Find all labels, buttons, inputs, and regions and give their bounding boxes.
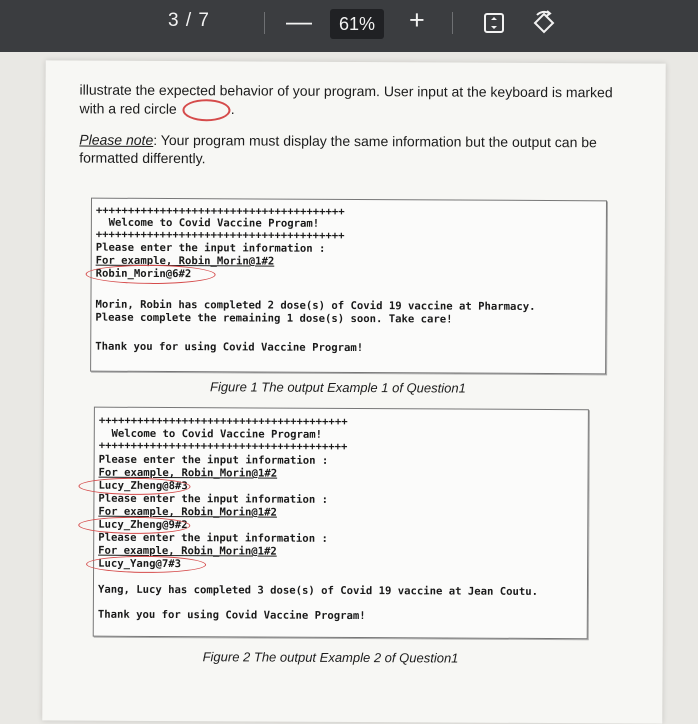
zoom-out-button[interactable]: —: [286, 6, 312, 36]
example-line: For example, Robin_Morin@1#2: [98, 466, 278, 480]
prompt-line: Please enter the input information :: [95, 241, 326, 255]
welcome-line: Welcome to Covid Vaccine Program!: [95, 216, 320, 230]
zoom-level-field[interactable]: 61%: [330, 9, 384, 39]
stars-line: +++++++++++++++++++++++++++++++++++++++: [95, 204, 345, 218]
note-text: : Your program must display the same information but the output can be formatted differently.: [79, 131, 597, 167]
zoom-in-button[interactable]: +: [409, 5, 425, 35]
thanks-line: Thank you for using Covid Vaccine Program!: [97, 608, 366, 623]
intro-paragraph: illustrate the expected behavior of your program. User input at the keyboard is marked with a red circle .: [79, 81, 619, 124]
user-input-line: Robin_Morin@6#2: [95, 267, 192, 281]
prompt-line: Please enter the input information :: [98, 453, 329, 467]
figure-caption-1: Figure 1 The output Example 1 of Question1: [209, 379, 466, 396]
pdf-toolbar: [0, 0, 698, 52]
note-paragraph: [79, 131, 619, 170]
example-line: For example, Robin_Morin@1#2: [98, 505, 277, 519]
example-line: For example, Robin_Morin@1#2: [98, 544, 277, 558]
page-indicator[interactable]: [168, 10, 210, 32]
result-line: Yang, Lucy has completed 3 dose(s) of Covid 19 vaccine at Jean Coutu.: [97, 583, 539, 598]
toolbar-divider: [452, 12, 453, 34]
page-total: 7: [198, 10, 210, 31]
page-current[interactable]: 3: [168, 10, 180, 31]
stars-line: +++++++++++++++++++++++++++++++++++++++: [95, 228, 345, 242]
input-highlight-circle: [86, 265, 216, 285]
welcome-line: Welcome to Covid Vaccine Program!: [98, 427, 323, 441]
prompt-line: Please enter the input information :: [98, 531, 328, 545]
user-input-line: Lucy_Zheng@9#2: [98, 518, 188, 532]
user-input-line: Lucy_Zheng@8#3: [98, 479, 188, 493]
result-line: Morin, Robin has completed 2 dose(s) of Covid 19 vaccine at Pharmacy.: [95, 298, 536, 313]
figure-caption-2: Figure 2 The output Example 2 of Question1: [202, 649, 459, 666]
document-page: [42, 60, 665, 723]
stars-line: +++++++++++++++++++++++++++++++++++++++: [98, 414, 348, 428]
toolbar-divider: [264, 12, 265, 34]
thanks-line: Thank you for using Covid Vaccine Program!: [95, 340, 364, 355]
fit-page-icon[interactable]: [482, 11, 506, 40]
stars-line: +++++++++++++++++++++++++++++++++++++++: [98, 439, 348, 453]
user-input-line: Lucy_Yang@7#3: [98, 557, 182, 571]
example-line: For example, Robin_Morin@1#2: [95, 254, 275, 268]
intro-text: illustrate the expected behavior of your program. User input at the keyboard is marked with a red circle: [79, 81, 613, 117]
red-circle-marker: [183, 99, 231, 121]
console-output-2: [93, 407, 589, 640]
result-line: Please complete the remaining 1 dose(s) soon. Take care!: [95, 311, 453, 326]
prompt-line: Please enter the input information :: [98, 492, 329, 506]
note-label: Please note: [79, 131, 154, 148]
console-output-1: [90, 198, 607, 375]
page-separator: /: [185, 10, 193, 31]
rotate-icon[interactable]: [531, 10, 557, 41]
